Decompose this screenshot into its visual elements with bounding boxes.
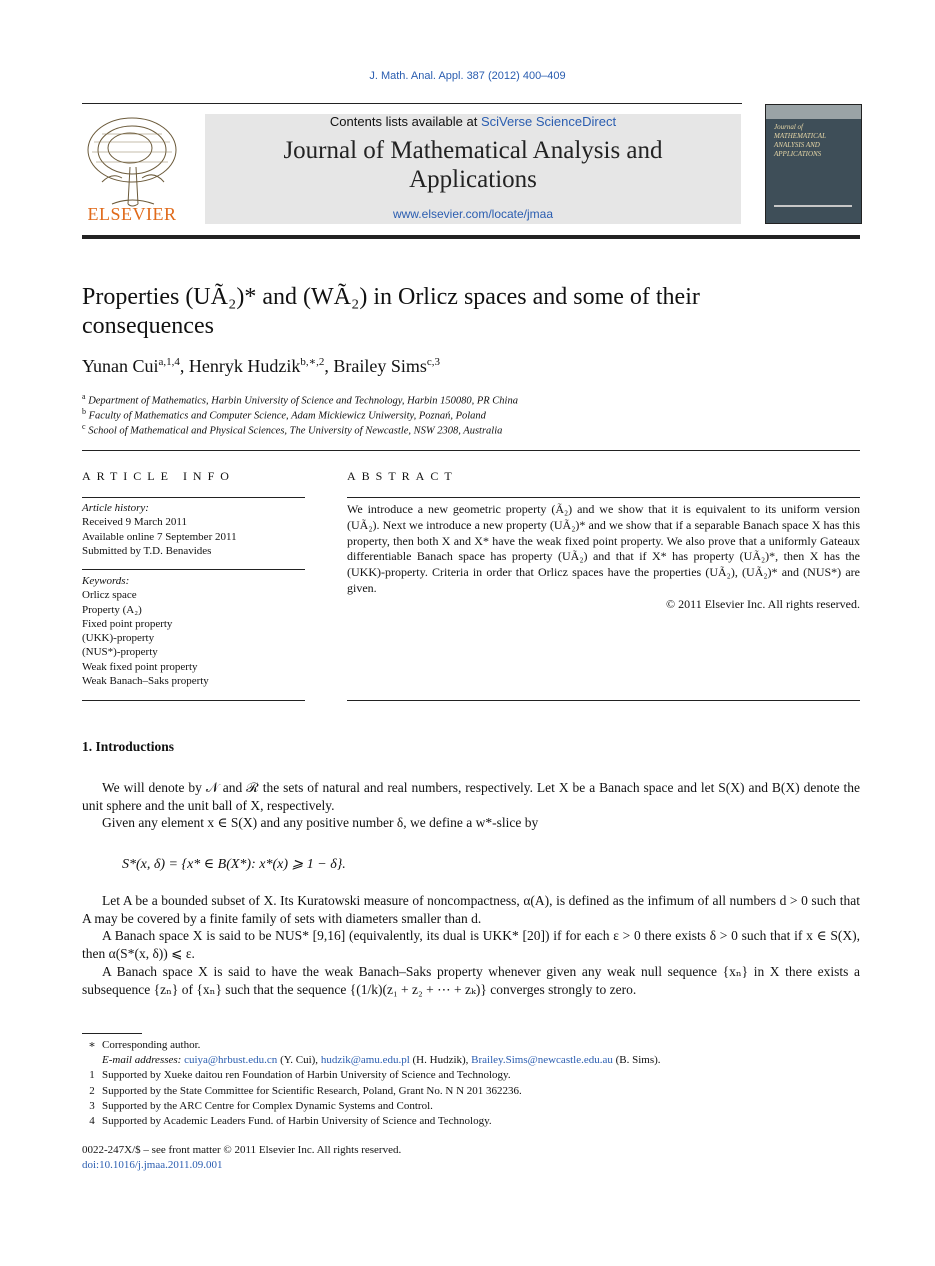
abstract-heading-rule	[347, 497, 860, 498]
journal-title	[205, 136, 741, 194]
abstract-body	[347, 502, 860, 613]
email-link[interactable]: cuiya@hrbust.edu.cn	[184, 1054, 278, 1067]
footnote	[82, 1038, 882, 1053]
contents-prefix: Contents lists available at	[329, 114, 481, 129]
author-name: Yunan Cui	[82, 356, 159, 376]
front-matter	[82, 1143, 401, 1173]
keyword: Fixed point property	[82, 617, 173, 630]
elsevier-wordmark: ELSEVIER	[87, 204, 177, 224]
header-top-rule	[82, 103, 742, 104]
footnote-mark-blank	[82, 1053, 102, 1068]
cover-band	[766, 105, 861, 119]
history-item: Available online 7 September 2011	[82, 530, 237, 543]
journal-reference[interactable]: J. Math. Anal. Appl. 387 (2012) 400–409	[369, 70, 566, 82]
footnote-mark: 1	[89, 1069, 95, 1082]
paragraph: Given any element x ∈ S(X) and any positive number δ, we define a w*-slice by	[102, 815, 539, 831]
affiliation-text: Faculty of Mathematics and Computer Science, Adam Mickiewicz Uniwersity, Poznań, Poland	[88, 410, 486, 422]
footnote-mark: 4	[89, 1115, 95, 1128]
email-owner: (H. Hudzik),	[409, 1054, 472, 1067]
elsevier-logo	[82, 112, 182, 227]
footnote-mark: 3	[89, 1099, 95, 1112]
footnote-text: Supported by Academic Leaders Fund. of Harbin University of Science and Technology.	[102, 1115, 492, 1128]
journal-url-link[interactable]: www.elsevier.com/locate/jmaa	[392, 207, 554, 221]
affiliation	[82, 422, 502, 437]
display-equation: S*(x, δ) = {x* ∈ B(X*): x*(x) ⩾ 1 − δ}.	[122, 857, 346, 872]
issn-line: 0022-247X/$ – see front matter © 2011 Elsevier Inc. All rights reserved.	[82, 1144, 402, 1156]
doi-link[interactable]: doi:10.1016/j.jmaa.2011.09.001	[82, 1159, 223, 1171]
email-owner: (Y. Cui),	[277, 1054, 321, 1067]
section-heading: 1. Introductions	[82, 739, 175, 754]
abstract-copyright: © 2011 Elsevier Inc. All rights reserved.	[666, 596, 860, 611]
article-info-heading: ARTICLE INFO	[82, 469, 235, 483]
abstract-bottom-rule	[347, 700, 860, 701]
keywords-label: Keywords:	[82, 575, 130, 587]
footnote	[82, 1084, 882, 1099]
author-name: Brailey Sims	[333, 356, 427, 376]
footnote	[82, 1114, 882, 1129]
author-list: Yunan Cui$^{a,1,4}$, Henryk Hudzik$^{b,∗,2}$, Brailey Sims$^{c,3}$	[82, 356, 440, 376]
keywords	[82, 574, 305, 688]
abstract-heading: ABSTRACT	[347, 469, 458, 483]
journal-cover	[765, 104, 862, 224]
email-link[interactable]: Brailey.Sims@newcastle.edu.au	[471, 1054, 613, 1067]
info-top-rule	[82, 450, 860, 451]
keyword: Property (A₂)	[82, 603, 142, 616]
paragraph: A Banach space X is said to have the weak Banach–Saks property whenever given any weak null sequence {xₙ} in X there exists a subsequence {zₙ} of {xₙ} such that the sequence {(1/k)(z₁ + z₂ + ⋯ + zₖ)} converges strongly to zero.	[82, 963, 860, 997]
keyword: (NUS*)-property	[82, 646, 158, 659]
history-item: Submitted by T.D. Benavides	[82, 544, 212, 557]
affiliation-mark: a	[82, 392, 86, 401]
info-heading-rule	[82, 497, 305, 498]
footnote	[82, 1068, 882, 1083]
history-item: Received 9 March 2011	[82, 516, 187, 529]
affiliation-mark: b	[82, 407, 86, 416]
section-body	[82, 892, 860, 998]
affiliation	[82, 392, 518, 407]
cover-divider	[774, 205, 852, 207]
contents-line	[205, 114, 741, 129]
paragraph: Let A be a bounded subset of X. Its Kuratowski measure of noncompactness, α(A), is defined as the infimum of all numbers d > 0 such that A may be covered by a finite family of sets with diameters smaller than d.	[82, 893, 860, 926]
journal-title-line2: Applications	[409, 166, 537, 193]
affiliation-text: Department of Mathematics, Harbin University of Science and Technology, Harbin 150080, PR China	[88, 395, 518, 407]
footnotes	[82, 1038, 882, 1129]
footnote-rule	[82, 1033, 142, 1034]
author-marks[interactable]: c,3	[426, 356, 440, 368]
section-body	[82, 779, 860, 832]
keyword: (UKK)-property	[82, 632, 155, 645]
affiliation-text: School of Mathematical and Physical Sciences, The University of Newcastle, NSW 2308, Australia	[88, 425, 503, 437]
email-owner: (B. Sims).	[612, 1054, 661, 1067]
keywords-rule	[82, 569, 305, 570]
paragraph: We will denote by 𝒩 and ℛ the sets of natural and real numbers, respectively. Let X be a Banach space and let S(X) and B(X) denote the unit sphere and the unit ball of X, respectively.	[82, 780, 860, 813]
author-name: Henryk Hudzik	[188, 356, 301, 376]
cover-title: Journal of MATHEMATICAL ANALYSIS AND APPLICATIONS	[774, 123, 826, 158]
abstract-text: We introduce a new geometric property (Ã₂) and we show that it is equivalent to its uniform version (UÃ₂). Next we introduce a new property (UÃ₂)* and we show that if a separable Banach space X has this property, then both X and X* have the weak fixed point property. We also prove that a uniformly Gateaux differentiable Banach space has property (UÃ₂) and that if X* has property (UÃ₂)*, then X has the (UKK)-property. Criteria in order that Orlicz spaces have the properties (UÃ₂), (UÃ₂)* and (NUS*) are given.	[347, 502, 860, 595]
article-history	[82, 501, 305, 558]
footnote	[82, 1099, 882, 1114]
footnote-text: Supported by the ARC Centre for Complex Dynamic Systems and Control.	[102, 1099, 433, 1112]
footnote-text: Supported by Xueke daitou ren Foundation of Harbin University of Science and Technology.	[102, 1069, 511, 1082]
history-label: Article history:	[82, 502, 149, 514]
sciencedirect-link[interactable]: SciVerse ScienceDirect	[480, 114, 617, 129]
info-bottom-rule	[82, 700, 305, 701]
email-label: E-mail addresses:	[102, 1054, 182, 1067]
article-title-line2: consequences	[82, 313, 214, 339]
footnote-text: Corresponding author.	[102, 1039, 201, 1051]
footnote-emails	[82, 1053, 882, 1068]
footnote-mark: 2	[89, 1084, 95, 1097]
header-thick-rule	[82, 235, 860, 239]
affiliation-mark: c	[82, 422, 86, 431]
footnote-text: Supported by the State Committee for Scientific Research, Poland, Grant No. N N 201 362236.	[102, 1084, 522, 1097]
author-marks[interactable]: b,∗,2	[300, 356, 325, 368]
author-marks[interactable]: a,1,4	[158, 356, 180, 368]
journal-title-line1: Journal of Mathematical Analysis and	[283, 137, 663, 164]
footnote-mark: ∗	[88, 1039, 96, 1051]
keyword: Weak Banach–Saks property	[82, 675, 209, 688]
email-link[interactable]: hudzik@amu.edu.pl	[320, 1054, 410, 1067]
affiliation	[82, 407, 486, 422]
article-title-line1: Properties (UÃ₂)* and (WÃ₂) in Orlicz spaces and some of their	[82, 284, 700, 310]
journal-banner	[205, 114, 741, 224]
paragraph: A Banach space X is said to be NUS* [9,16] (equivalently, its dual is UKK* [20]) if for each ε > 0 there exists δ > 0 such that if x ∈ S(X), then α(S*(x, δ)) ⩽ ε.	[82, 928, 860, 962]
keyword: Orlicz space	[82, 589, 137, 602]
article-title	[82, 283, 862, 341]
keyword: Weak fixed point property	[82, 660, 198, 673]
